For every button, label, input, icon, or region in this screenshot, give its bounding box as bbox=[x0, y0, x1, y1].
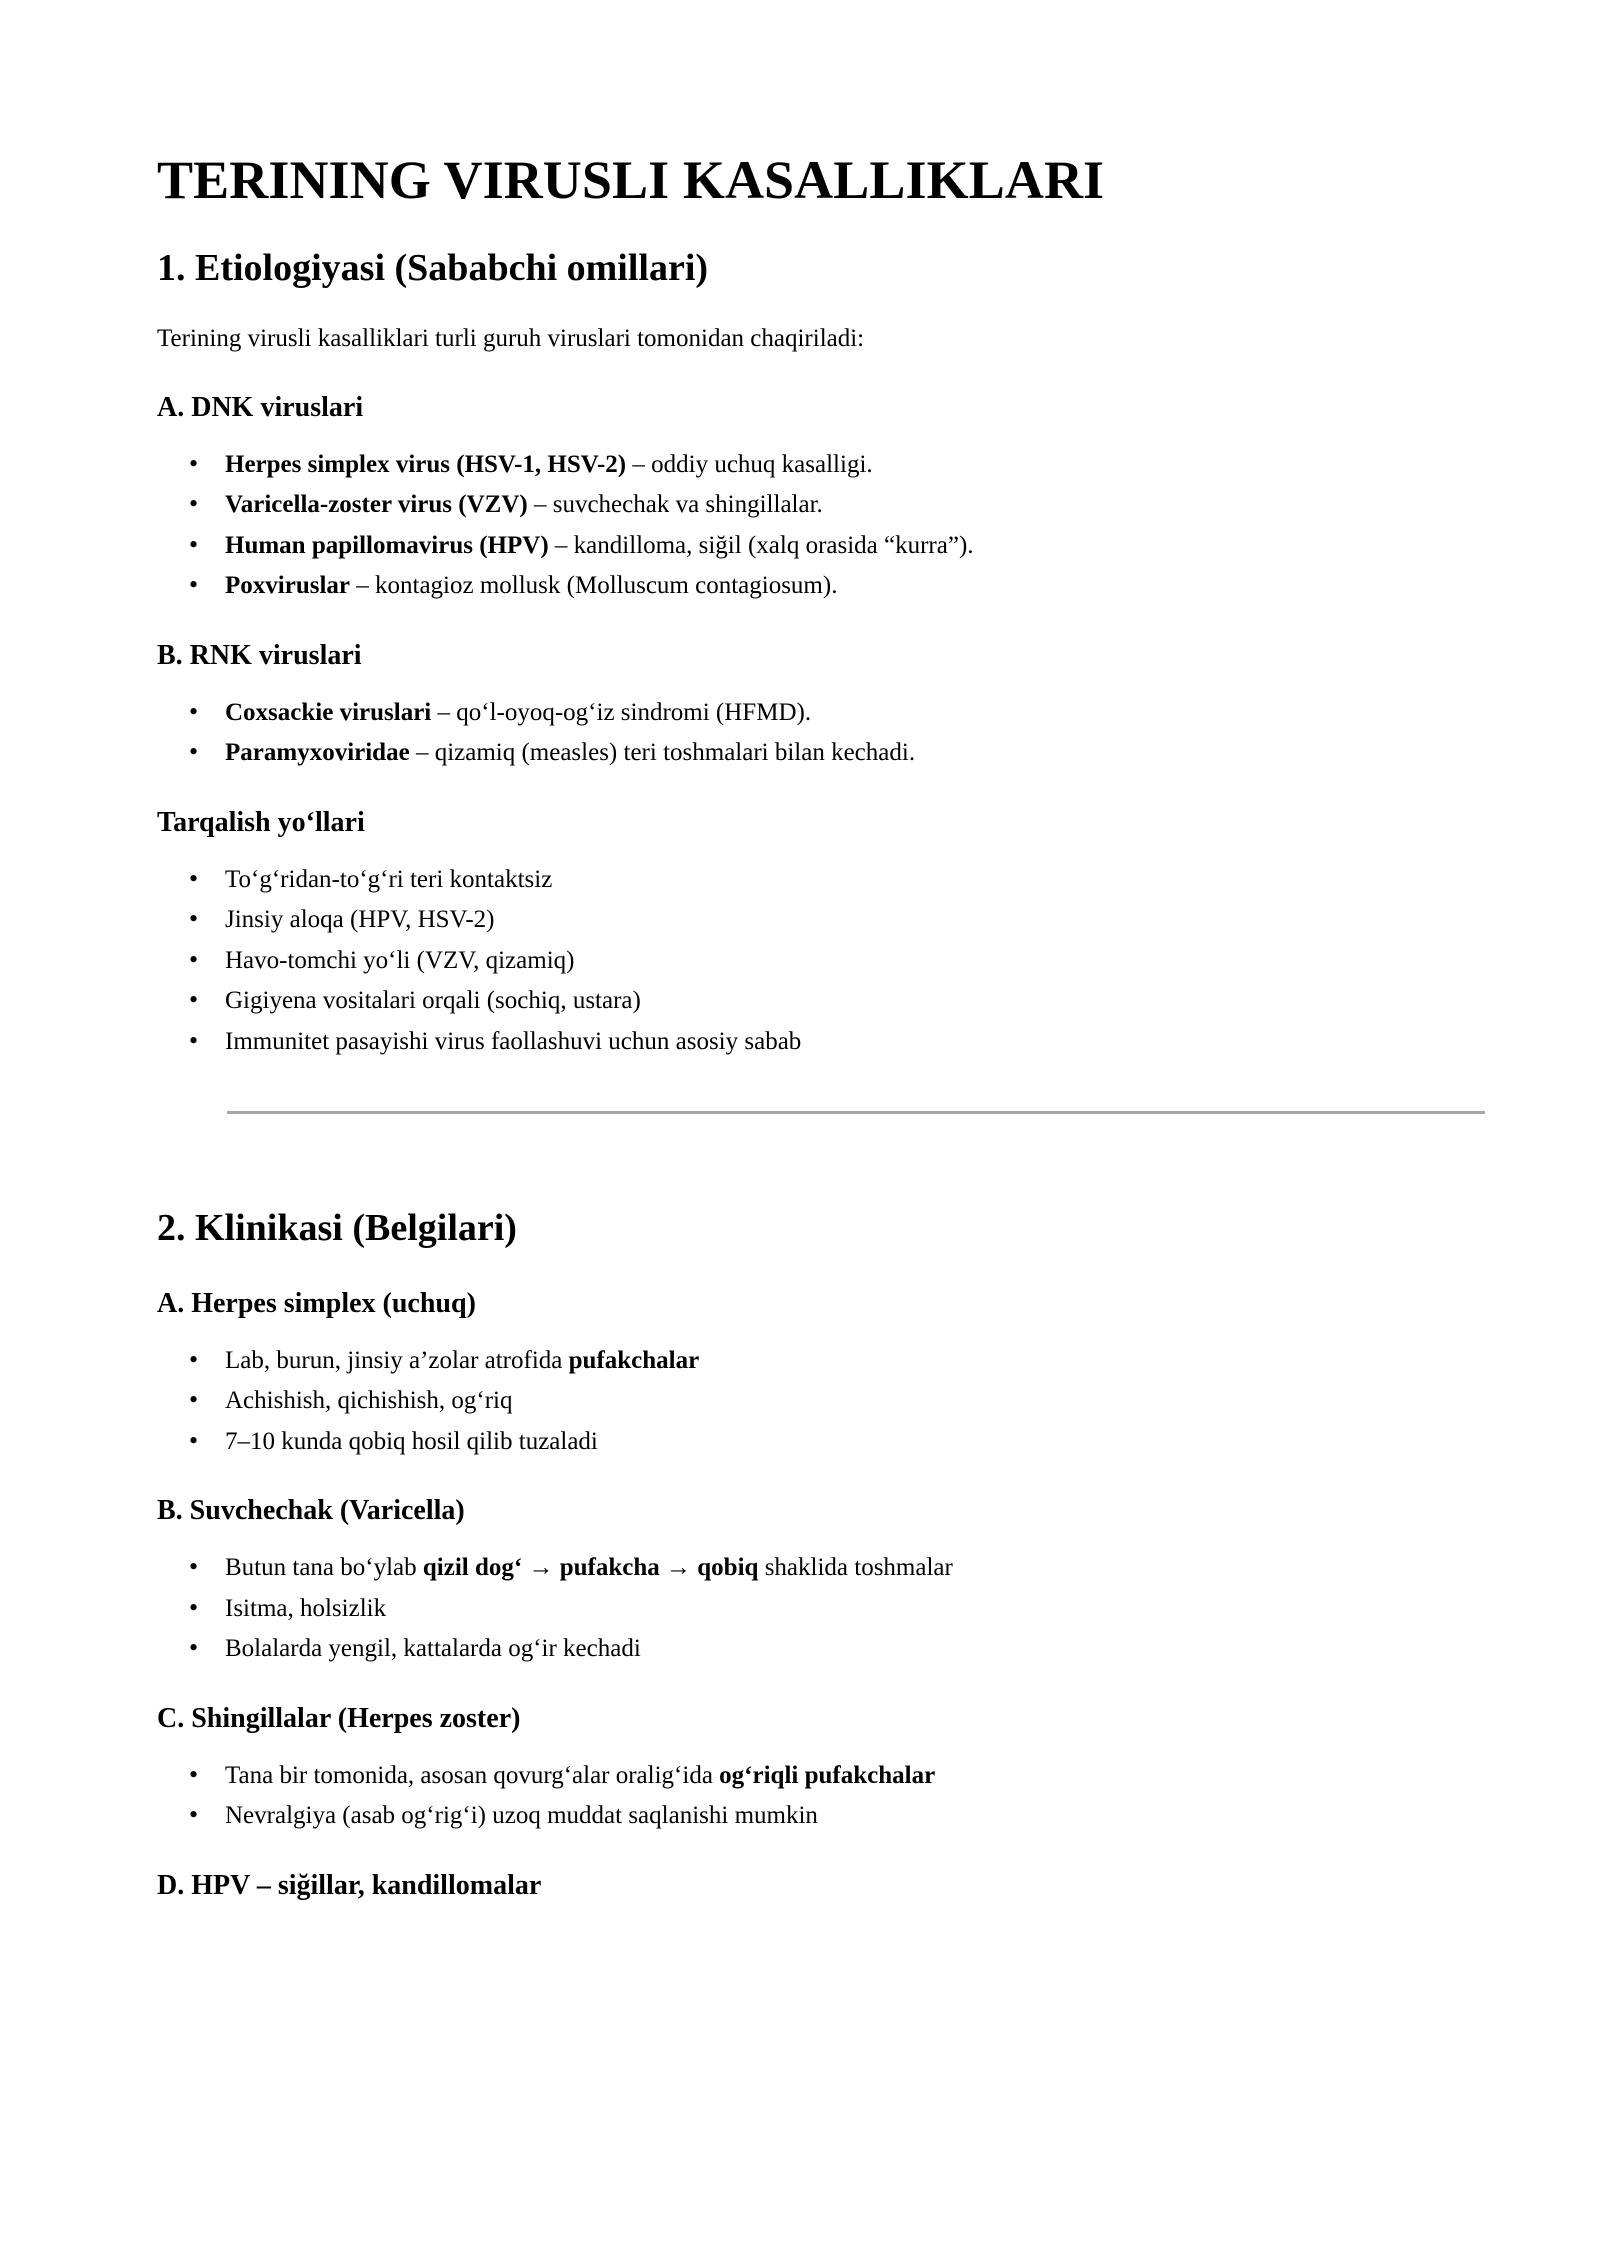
list-item-term: Paramyxoviridae bbox=[225, 739, 410, 767]
list-item bbox=[157, 528, 1485, 564]
zoster-list bbox=[157, 1758, 1485, 1834]
section-2a-heading: A. Herpes simplex (uchuq) bbox=[157, 1287, 476, 1319]
list-item-desc: – oddiy uchuq kasalligi. bbox=[626, 450, 873, 478]
stage-vesicle: pufakcha bbox=[559, 1554, 660, 1582]
spacer bbox=[157, 1114, 1485, 1170]
transmission-heading: Tarqalish yoʻllari bbox=[157, 806, 365, 838]
section-1b-heading: B. RNK viruslari bbox=[157, 639, 362, 671]
stage-crust: qobiq bbox=[697, 1554, 759, 1582]
arrow-icon: → bbox=[659, 1554, 698, 1582]
list-item-term: Poxviruslar bbox=[225, 572, 350, 600]
list-item: • Havo-tomchi yoʻli (VZV, qizamiq) bbox=[157, 943, 1485, 979]
rnk-virus-list bbox=[157, 695, 1485, 771]
list-item: • Isitma, holsizlik bbox=[157, 1591, 1485, 1627]
list-item-text: Tana bir tomonida, asosan qovurgʻalar oraligʻida bbox=[225, 1761, 720, 1789]
page-title: TERINING VIRUSLI KASALLIKLARI bbox=[157, 150, 1105, 210]
list-item-emphasis: ogʻriqli pufakchalar bbox=[719, 1761, 936, 1789]
stage-red-spot: qizil dogʻ bbox=[422, 1554, 523, 1582]
list-item: • Bolalarda yengil, kattalarda ogʻir kechadi bbox=[157, 1631, 1485, 1667]
list-item bbox=[157, 447, 1485, 483]
list-item-text-tail: shaklida toshmalar bbox=[758, 1554, 953, 1582]
list-item-text: Butun tana boʻylab bbox=[225, 1554, 423, 1582]
list-item bbox=[157, 1343, 1485, 1379]
section-2b-heading: B. Suvchechak (Varicella) bbox=[157, 1495, 465, 1527]
section-1-intro: Terining virusli kasalliklari turli guruh viruslari tomonidan chaqiriladi: bbox=[157, 325, 865, 353]
list-item: • Achishish, qichishish, ogʻriq bbox=[157, 1383, 1485, 1419]
list-item bbox=[157, 695, 1485, 731]
list-item-term: Varicella-zoster virus (VZV) bbox=[225, 491, 528, 519]
list-item: • Gigiyena vositalari orqali (sochiq, ustara) bbox=[157, 983, 1485, 1019]
section-1-heading: 1. Etiologiyasi (Sababchi omillari) bbox=[157, 247, 709, 290]
list-item-desc: – qoʻl-oyoq-ogʻiz sindromi (HFMD). bbox=[431, 698, 812, 726]
list-item-term: Human papillomavirus (HPV) bbox=[225, 531, 549, 559]
list-item-term: Herpes simplex virus (HSV-1, HSV-2) bbox=[225, 450, 627, 478]
arrow-icon: → bbox=[522, 1554, 560, 1582]
section-2d-heading: D. HPV – siğillar, kandillomalar bbox=[157, 1869, 542, 1901]
list-item-text: Lab, burun, jinsiy a’zolar atrofida bbox=[225, 1346, 569, 1374]
dnk-virus-list bbox=[157, 447, 1485, 604]
list-item bbox=[157, 735, 1485, 771]
list-item-term: Coxsackie viruslari bbox=[225, 698, 432, 726]
section-1a-heading: A. DNK viruslari bbox=[157, 391, 364, 423]
section-2c-heading: C. Shingillalar (Herpes zoster) bbox=[157, 1702, 521, 1734]
list-item bbox=[157, 1550, 1485, 1586]
list-item: • Toʻgʻridan-toʻgʻri teri kontaktsiz bbox=[157, 862, 1485, 898]
list-item: • 7–10 kunda qobiq hosil qilib tuzaladi bbox=[157, 1424, 1485, 1460]
list-item-desc: – suvchechak va shingillalar. bbox=[527, 491, 823, 519]
list-item: • Nevralgiya (asab ogʻrigʻi) uzoq muddat saqlanishi mumkin bbox=[157, 1798, 1485, 1834]
transmission-list bbox=[157, 862, 1485, 1060]
section-2-heading: 2. Klinikasi (Belgilari) bbox=[157, 1207, 517, 1250]
list-item: • Jinsiy aloqa (HPV, HSV-2) bbox=[157, 902, 1485, 938]
list-item-desc: – qizamiq (measles) teri toshmalari bilan kechadi. bbox=[409, 739, 916, 767]
list-item-desc: – kontagioz mollusk (Molluscum contagiosum). bbox=[350, 572, 838, 600]
list-item bbox=[157, 1758, 1485, 1794]
list-item bbox=[157, 487, 1485, 523]
list-item: • Immunitet pasayishi virus faollashuvi uchun asosiy sabab bbox=[157, 1024, 1485, 1060]
varicella-list bbox=[157, 1550, 1485, 1667]
list-item bbox=[157, 568, 1485, 604]
herpes-simplex-list bbox=[157, 1343, 1485, 1460]
list-item-desc: – kandilloma, siğil (xalq orasida “kurra”). bbox=[548, 531, 974, 559]
list-item-emphasis: pufakchalar bbox=[568, 1346, 700, 1374]
